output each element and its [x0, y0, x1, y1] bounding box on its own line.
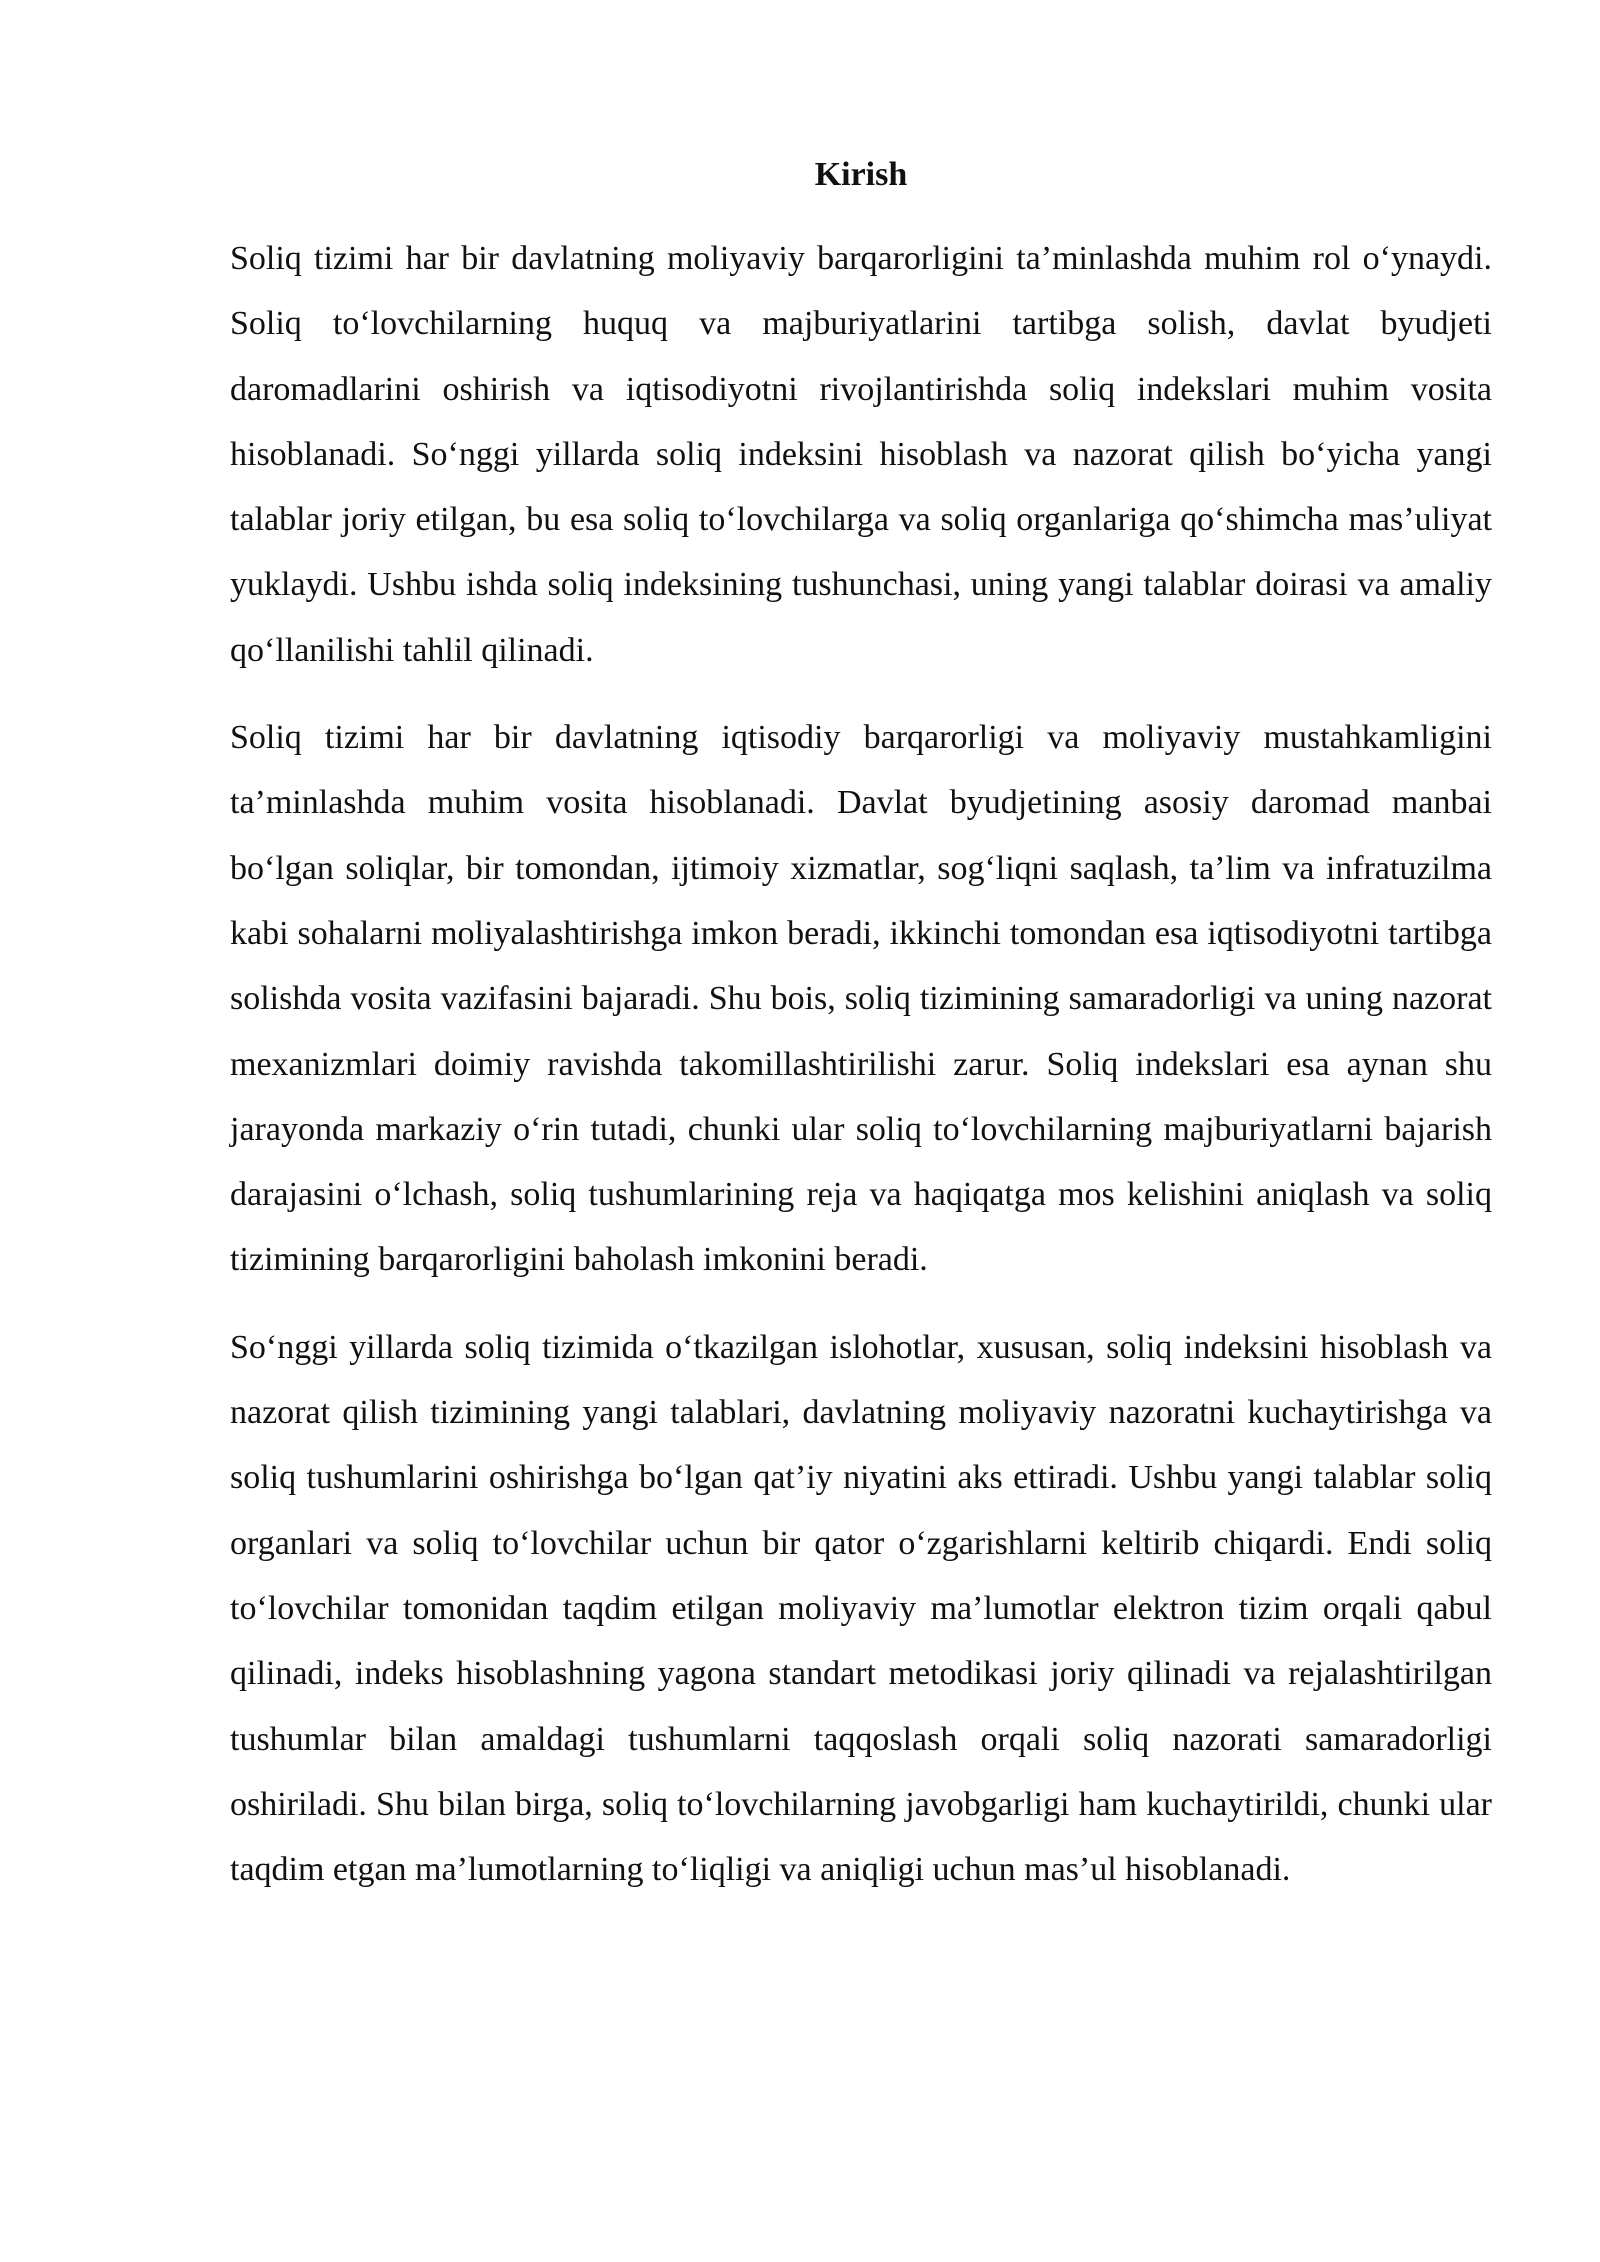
document-body: [230, 150, 1492, 1924]
page-title: Kirish: [814, 156, 908, 193]
paragraph-1: Soliq tizimi har bir davlatning moliyaviy barqarorligini ta’minlashda muhim rol o‘ynaydi. Soliq to‘lovchilarning huquq va majburiyatlarini tartibga solish, davlat byudjeti daromadlarini oshirish va iqtisodiyotni rivojlantirishda soliq indekslari muhim vosita hisoblanadi. So‘nggi yillarda soliq indeksini hisoblash va nazorat qilish bo‘yicha yangi talablar joriy etilgan, bu esa soliq to‘lovchilarga va soliq organlariga qo‘shimcha mas’uliyat yuklaydi. Ushbu ishda soliq indeksining tushunchasi, uning yangi talablar doirasi va amaliy qo‘llanilishi tahlil qilinadi.: [230, 240, 1492, 669]
paragraph-3: So‘nggi yillarda soliq tizimida o‘tkazilgan islohotlar, xususan, soliq indeksini hisoblash va nazorat qilish tizimining yangi talablari, davlatning moliyaviy nazoratni kuchaytirishga va soliq tushumlarini oshirishga bo‘lgan qat’iy niyatini aks ettiradi. Ushbu yangi talablar soliq organlari va soliq to‘lovchilar uchun bir qator o‘zgarishlarni keltirib chiqardi. Endi soliq to‘lovchilar tomonidan taqdim etilgan moliyaviy ma’lumotlar elektron tizim orqali qabul qilinadi, indeks hisoblashning yagona standart metodikasi joriy qilinadi va rejalashtirilgan tushumlar bilan amaldagi tushumlarni taqqoslash orqali soliq nazorati samaradorligi oshiriladi. Shu bilan birga, soliq to‘lovchilarning javobgarligi ham kuchaytirildi, chunki ular taqdim etgan ma’lumotlarning to‘liqligi va aniqligi uchun mas’ul hisoblanadi.: [230, 1328, 1492, 1889]
paragraph-2: Soliq tizimi har bir davlatning iqtisodiy barqarorligi va moliyaviy mustahkamligini ta’minlashda muhim vosita hisoblanadi. Davlat byudjetining asosiy daromad manbai bo‘lgan soliqlar, bir tomondan, ijtimoiy xizmatlar, sog‘liqni saqlash, ta’lim va infratuzilma kabi sohalarni moliyalashtirishga imkon beradi, ikkinchi tomondan esa iqtisodiyotni tartibga solishda vosita vazifasini bajaradi. Shu bois, soliq tizimining samaradorligi va uning nazorat mexanizmlari doimiy ravishda takomillashtirilishi zarur. Soliq indekslari esa aynan shu jarayonda markaziy o‘rin tutadi, chunki ular soliq to‘lovchilarning majburiyatlarni bajarish darajasini o‘lchash, soliq tushumlarining reja va haqiqatga mos kelishini aniqlash va soliq tizimining barqarorligini baholash imkonini beradi.: [230, 719, 1492, 1279]
